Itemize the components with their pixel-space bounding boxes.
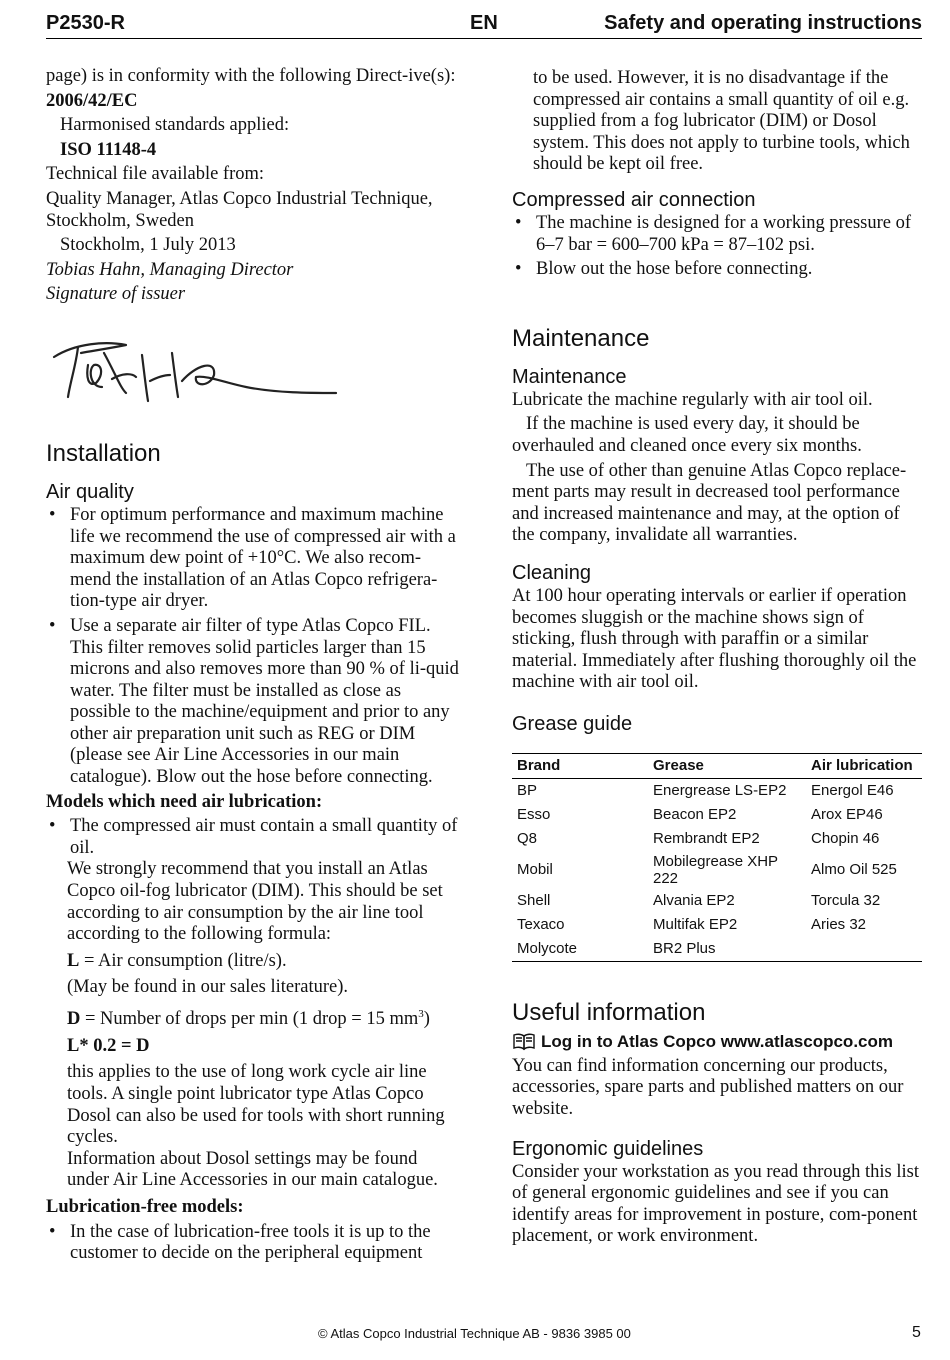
table-cell: BR2 Plus: [648, 937, 806, 962]
tech-file-address: Quality Manager, Atlas Copco Industrial Technique, Stockholm, Sweden: [46, 188, 433, 231]
bullet-icon: •: [49, 504, 56, 525]
table-cell: [806, 937, 922, 962]
lubrication-free-continued: to be used. However, it is no disadvantage if the compressed air contains a small quantity of oil e.g. supplied from a fog lubricator (DIM) or Dosol system. This does not apply to turbine tools, which should be kept oil free.: [533, 68, 910, 175]
list-item: • For optimum performance and maximum machine life we recommend the use of compressed air with a maximum dew point of +10°C. We also recom-mend the installation of an Atlas Copco refrigera-tion-type air dryer.: [46, 505, 462, 613]
formula-equation: L* 0.2 = D: [67, 1035, 150, 1056]
signature-label: Signature of issuer: [46, 284, 186, 305]
bullet-icon: •: [515, 212, 522, 233]
table-cell: Q8: [517, 830, 538, 848]
maintenance-subheading: Maintenance: [512, 365, 627, 388]
table-cell: Esso: [517, 806, 551, 824]
language-code: EN: [470, 12, 498, 34]
formula-l-note: (May be found in our sales literature).: [67, 977, 349, 998]
column-header: Brand: [512, 753, 648, 778]
dosol-text: this applies to the use of long work cycle air line tools. A single point lubricator type Atlas Copco Dosol can also be used for tools with short running cycles.: [67, 1062, 445, 1148]
grease-guide-heading: Grease guide: [512, 712, 633, 735]
bullet-icon: •: [49, 1221, 56, 1242]
signer: Tobias Hahn, Managing Director: [46, 259, 294, 280]
table-cell: Texaco: [517, 916, 565, 934]
table-cell: Alvania EP2: [653, 892, 735, 910]
cleaning-heading: Cleaning: [512, 561, 591, 584]
table-cell: Rembrandt EP2: [653, 830, 760, 848]
installation-heading: Installation: [46, 439, 161, 467]
table-cell: Mobilegrease XHP 222: [653, 852, 778, 887]
bullet-icon: •: [515, 259, 522, 280]
models-lubrication-heading: Models which need air lubrication:: [46, 791, 323, 812]
formula-d: D = Number of drops per min (1 drop = 15 $mm^3$): [67, 1008, 430, 1030]
maintenance-text: Lubricate the machine regularly with air tool oil.: [512, 389, 873, 410]
list-item: • The machine is designed for a working pressure of 6–7 bar = 600–700 kPa = 87–102 psi.: [512, 213, 922, 256]
grease-table: [512, 753, 922, 962]
bullet-icon: •: [49, 615, 56, 636]
useful-information-text: You can find information concerning our products, accessories, spare parts and published matters on our website.: [512, 1055, 904, 1120]
lubrication-free-heading: Lubrication-free models:: [46, 1196, 244, 1217]
table-row: [512, 937, 922, 962]
table-cell: Multifak EP2: [653, 916, 738, 934]
ergonomic-guidelines-heading: Ergonomic guidelines: [512, 1137, 704, 1160]
ergonomic-guidelines-text: Consider your workstation as you read through this list of general ergonomic guidelines and see if you can identify areas for improvement in posture, com-ponent placement, or work environment.: [512, 1161, 919, 1247]
table-cell: Energrease LS-EP2: [653, 782, 787, 800]
lubricator-text: We strongly recommend that you install an Atlas Copco oil-fog lubricator (DIM). This should be set according to air consumption by the air line tool according to the following formula:: [67, 859, 443, 945]
maintenance-heading: Maintenance: [512, 324, 650, 352]
cleaning-text: At 100 hour operating intervals or earlier if operation becomes sluggish or the machine shows sign of sticking, flush through with paraffin or a similar material. Immediately after flushing thoroughly oil the machine with air tool oil.: [512, 585, 917, 693]
column-header: Air lubrication: [806, 753, 922, 778]
list-item: • In the case of lubrication-free tools it is up to the customer to decide on the peripheral equipment: [46, 1222, 462, 1265]
login-heading: Log in to Atlas Copco www.atlascopco.com: [541, 1031, 893, 1051]
table-header-row: [512, 753, 922, 778]
page-number: 5: [912, 1324, 921, 1341]
table-cell: Beacon EP2: [653, 806, 737, 824]
formula-l: L = Air consumption (litre/s).: [67, 950, 287, 971]
copyright: © Atlas Copco Industrial Technique AB - 9836 3985 00: [318, 1326, 631, 1341]
table-cell: Arox EP46: [811, 806, 883, 824]
doc-id: P2530-R: [46, 12, 125, 34]
table-cell: Energol E46: [811, 782, 894, 800]
compressed-air-heading: Compressed air connection: [512, 188, 756, 211]
place-date: Stockholm, 1 July 2013: [60, 235, 236, 256]
dosol-settings-text: Information about Dosol settings may be found under Air Line Accessories in our main catalogue.: [67, 1148, 438, 1191]
table-cell: Shell: [517, 892, 551, 910]
standard: ISO 11148-4: [60, 139, 157, 160]
list-item: • Blow out the hose before connecting.: [512, 259, 922, 281]
table-row: [512, 913, 922, 937]
maintenance-text: If the machine is used every day, it should be overhauled and cleaned once every six months.: [512, 414, 862, 456]
book-icon: [512, 1032, 536, 1052]
table-cell: Molycote: [512, 937, 648, 962]
table-row: [512, 778, 922, 803]
page-header: [46, 10, 922, 39]
table-cell: Aries 32: [811, 916, 867, 934]
directive: 2006/42/EC: [46, 90, 138, 111]
table-row: [512, 803, 922, 827]
useful-information-heading: Useful information: [512, 998, 706, 1026]
list-item: • The compressed air must contain a small quantity of oil.: [46, 816, 462, 859]
table-row: [512, 851, 922, 889]
air-quality-heading: Air quality: [46, 480, 134, 503]
header-title: Safety and operating instructions: [604, 12, 922, 34]
bullet-icon: •: [49, 816, 56, 837]
table-cell: Torcula 32: [811, 892, 881, 910]
signature-image: [46, 335, 346, 415]
table-cell: BP: [517, 782, 538, 800]
declaration-text: page) is in conformity with the following Direct-ive(s):: [46, 66, 456, 86]
table-cell: Chopin 46: [811, 830, 880, 848]
harmonised-label: Harmonised standards applied:: [60, 115, 290, 136]
table-cell: Mobil: [517, 861, 553, 879]
login-heading-row: [512, 1032, 922, 1052]
table-row: [512, 889, 922, 913]
right-column: [512, 68, 922, 1251]
tech-file-label: Technical file available from:: [46, 164, 265, 185]
left-column: [46, 66, 462, 1268]
table-row: [512, 827, 922, 851]
column-header: Grease: [648, 753, 806, 778]
maintenance-text: The use of other than genuine Atlas Copco replace-ment parts may result in decreased tool performance and increased maintenance and may, at the option of the company, invalidate all warranties.: [512, 460, 907, 546]
table-cell: Almo Oil 525: [811, 861, 897, 879]
list-item: • Use a separate air filter of type Atlas Copco FIL. This filter removes solid particles larger than 15 microns and also removes more than 90 % of li-quid water. The filter must be installed as close as possible to the machine/equipment and prior to any other air preparation unit such as REG or DIM (please see Air Line Accessories in our main catalogue). Blow out the hose before connecting.: [46, 616, 462, 789]
